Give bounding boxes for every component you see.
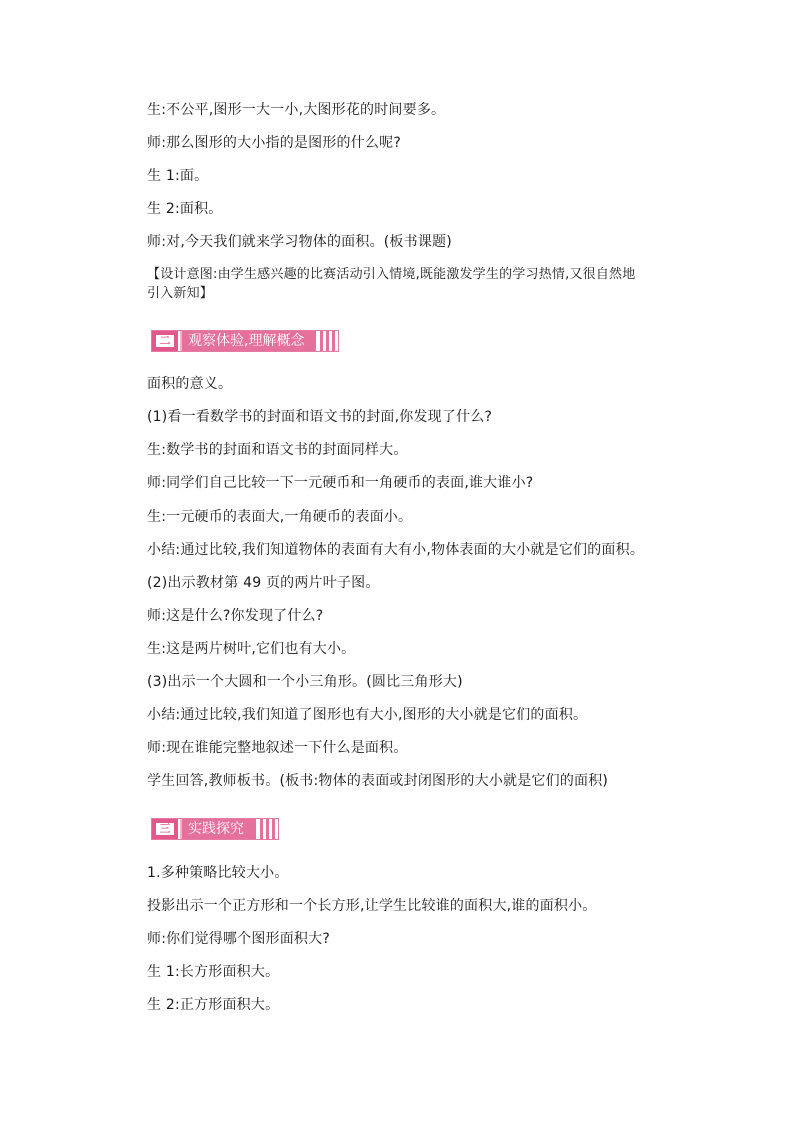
section-title: 观察体验,理解概念 <box>180 331 316 351</box>
text-line: (1)看一看数学书的封面和语文书的封面,你发现了什么? <box>147 409 493 425</box>
text-line: 师:那么图形的大小指的是图形的什么呢? <box>147 135 401 151</box>
decorative-stripes <box>256 819 278 839</box>
text-line: 生 2:面积。 <box>147 201 223 217</box>
text-line: 师:现在谁能完整地叙述一下什么是面积。 <box>147 740 408 756</box>
text-line: (2)出示教材第 49 页的两片叶子图。 <box>147 575 380 591</box>
text-line: 1.多种策略比较大小。 <box>147 865 289 881</box>
text-line: 师:同学们自己比较一下一元硬币和一角硬币的表面,谁大谁小? <box>147 475 534 491</box>
text-line: 小结:通过比较,我们知道了图形也有大小,图形的大小就是它们的面积。 <box>147 707 588 723</box>
section-number: 二 <box>156 335 174 347</box>
section-heading-2 <box>151 330 339 352</box>
text-line: 生:这是两片树叶,它们也有大小。 <box>147 641 356 657</box>
text-line: 生:一元硬币的表面大,一角硬币的表面小。 <box>147 509 413 525</box>
design-intent-note <box>147 265 687 303</box>
section-heading-3 <box>151 818 279 840</box>
section-number-badge <box>152 819 180 839</box>
text-line: 生:数学书的封面和语文书的封面同样大。 <box>147 442 408 458</box>
text-line: (3)出示一个大圆和一个小三角形。(圆比三角形大) <box>147 674 463 690</box>
design-note-line-2: 引入新知】 <box>147 286 214 301</box>
text-line: 生:不公平,图形一大一小,大图形花的时间要多。 <box>147 102 446 118</box>
section-number: 三 <box>156 823 174 835</box>
section-title: 实践探究 <box>180 819 256 839</box>
text-line: 师:对,今天我们就来学习物体的面积。(板书课题) <box>147 234 452 250</box>
text-line: 师:你们觉得哪个图形面积大? <box>147 931 330 947</box>
decorative-stripes <box>316 331 338 351</box>
design-note-line-1: 【设计意图:由学生感兴趣的比赛活动引入情境,既能激发学生的学习热情,又很自然地 <box>147 267 636 282</box>
text-line: 生 2:正方形面积大。 <box>147 997 280 1013</box>
text-line: 师:这是什么?你发现了什么? <box>147 608 324 624</box>
text-line: 生 1:面。 <box>147 168 209 184</box>
text-line: 生 1:长方形面积大。 <box>147 964 280 980</box>
text-line: 面积的意义。 <box>147 376 233 392</box>
text-line: 学生回答,教师板书。(板书:物体的表面或封闭图形的大小就是它们的面积) <box>147 773 609 789</box>
text-line: 投影出示一个正方形和一个长方形,让学生比较谁的面积大,谁的面积小。 <box>147 898 597 914</box>
section-number-badge <box>152 331 180 351</box>
text-line: 小结:通过比较,我们知道物体的表面有大有小,物体表面的大小就是它们的面积。 <box>147 542 645 558</box>
